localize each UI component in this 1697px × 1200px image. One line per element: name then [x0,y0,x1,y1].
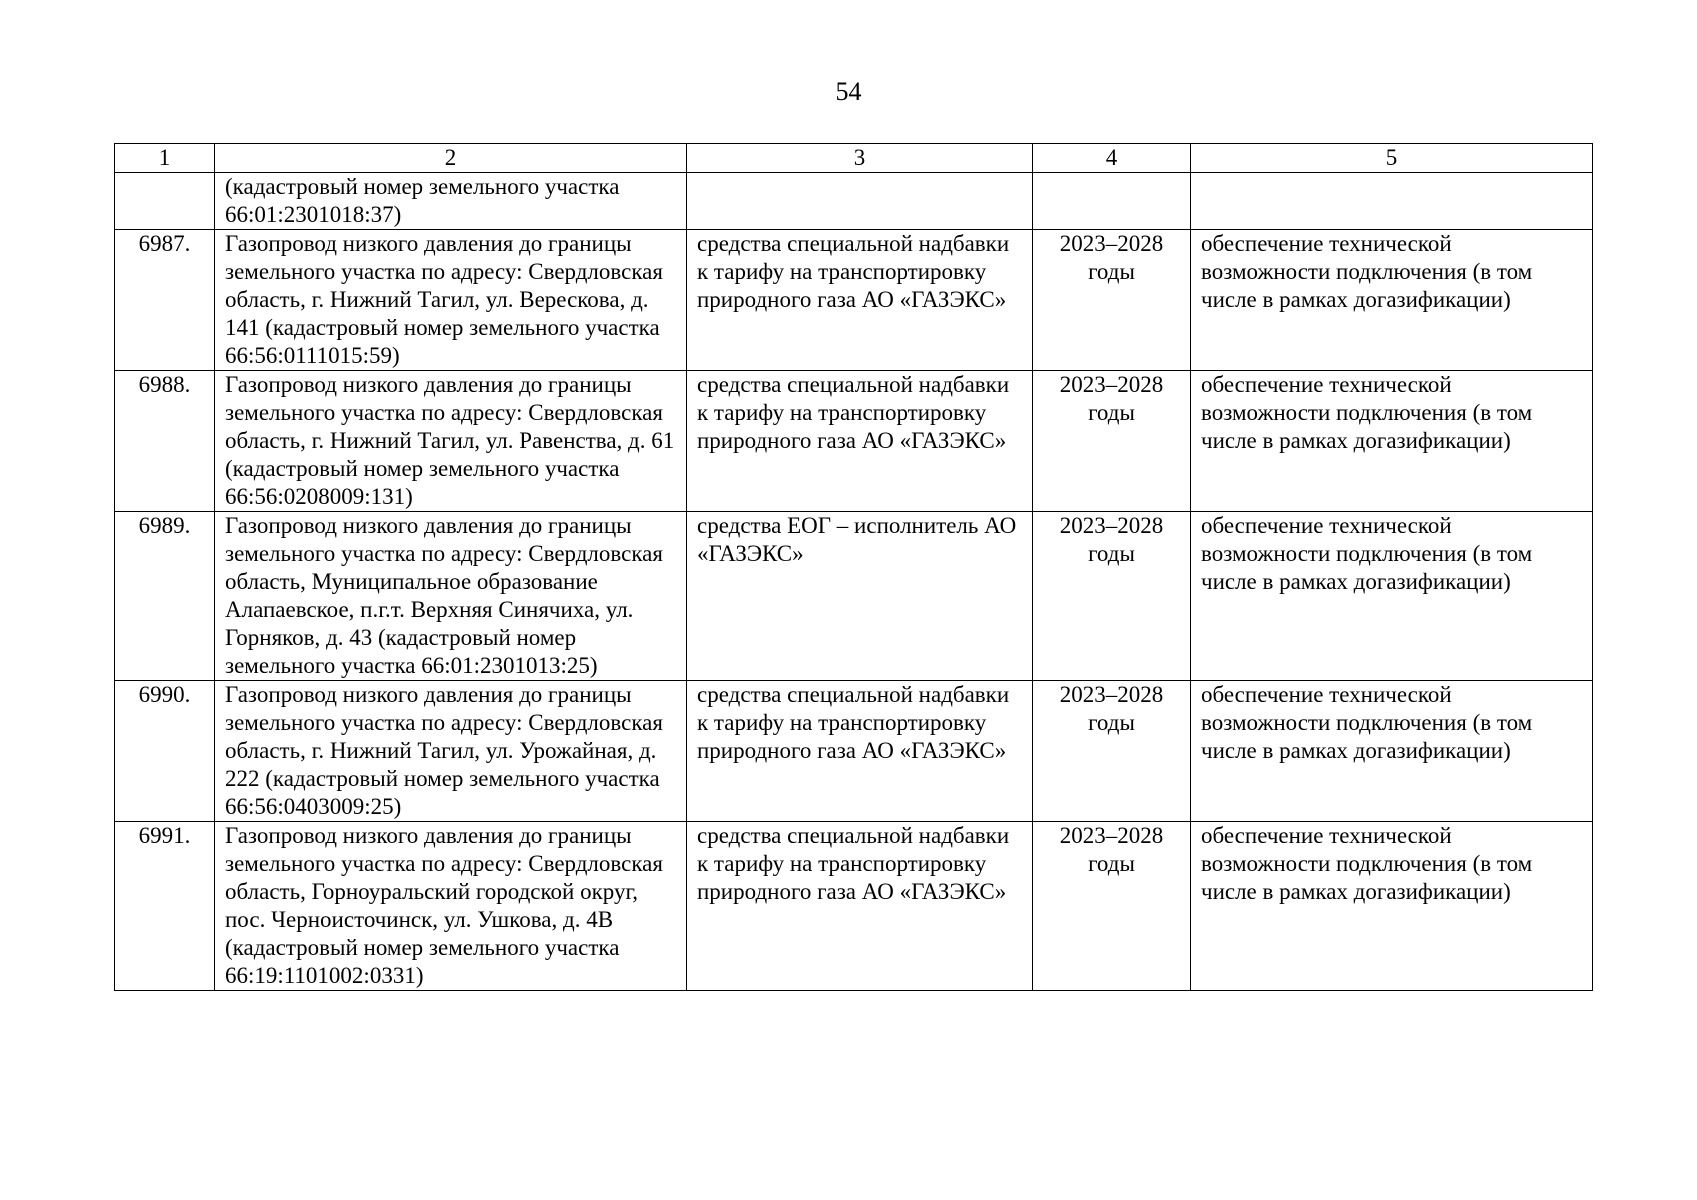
purpose-cell: обеспечение технической возможности подключения (в том числе в рамках догазификации) [1191,230,1593,371]
period-cell [1033,173,1191,230]
funding-source-cell: средства специальной надбавки к тарифу на транспортировку природного газа АО «ГАЗЭКС» [687,371,1033,512]
object-description-cell: Газопровод низкого давления до границы земельного участка по адресу: Свердловская область, г. Нижний Тагил, ул. Урожайная, д. 222 (кадастровый номер земельного участка 66:56:0403009:25) [215,681,687,822]
period-cell: 2023–2028 годы [1033,681,1191,822]
object-description-cell: Газопровод низкого давления до границы земельного участка по адресу: Свердловская область, Горноуральский городской округ, пос. Черноисточинск, ул. Ушкова, д. 4В (кадастровый номер земельного участка 66:19:1101002:0331) [215,822,687,991]
funding-source-cell: средства специальной надбавки к тарифу на транспортировку природного газа АО «ГАЗЭКС» [687,230,1033,371]
row-number-cell [115,173,215,230]
page-number: 54 [835,77,862,106]
purpose-cell: обеспечение технической возможности подключения (в том числе в рамках догазификации) [1191,681,1593,822]
purpose-cell [1191,173,1593,230]
object-description-cell: (кадастровый номер земельного участка 66:01:2301018:37) [215,173,687,230]
purpose-cell: обеспечение технической возможности подключения (в том числе в рамках догазификации) [1191,822,1593,991]
column-header-3: 3 [687,144,1033,173]
table-row [115,681,1593,822]
row-number-cell: 6989. [115,512,215,681]
period-cell: 2023–2028 годы [1033,512,1191,681]
period-cell: 2023–2028 годы [1033,230,1191,371]
investment-program-table [114,143,1593,991]
period-cell: 2023–2028 годы [1033,371,1191,512]
object-description-cell: Газопровод низкого давления до границы земельного участка по адресу: Свердловская область, Муниципальное образование Алапаевское, п.г.т. Верхняя Синячиха, ул. Горняков, д. 43 (кадастровый номер земельного участка 66:01:2301013:25) [215,512,687,681]
column-header-2: 2 [215,144,687,173]
row-number-cell: 6991. [115,822,215,991]
row-number-cell: 6988. [115,371,215,512]
column-header-5: 5 [1191,144,1593,173]
table-row [115,230,1593,371]
funding-source-cell: средства специальной надбавки к тарифу на транспортировку природного газа АО «ГАЗЭКС» [687,681,1033,822]
table-row [115,173,1593,230]
period-cell: 2023–2028 годы [1033,822,1191,991]
object-description-cell: Газопровод низкого давления до границы земельного участка по адресу: Свердловская область, г. Нижний Тагил, ул. Верескова, д. 141 (кадастровый номер земельного участка 66:56:0111015:59) [215,230,687,371]
row-number-cell: 6990. [115,681,215,822]
row-number-cell: 6987. [115,230,215,371]
table-row [115,512,1593,681]
column-header-1: 1 [115,144,215,173]
purpose-cell: обеспечение технической возможности подключения (в том числе в рамках догазификации) [1191,512,1593,681]
object-description-cell: Газопровод низкого давления до границы земельного участка по адресу: Свердловская область, г. Нижний Тагил, ул. Равенства, д. 61 (кадастровый номер земельного участка 66:56:0208009:131) [215,371,687,512]
column-header-4: 4 [1033,144,1191,173]
table-row [115,822,1593,991]
purpose-cell: обеспечение технической возможности подключения (в том числе в рамках догазификации) [1191,371,1593,512]
table-row [115,371,1593,512]
column-number-header-row [115,144,1593,173]
funding-source-cell: средства ЕОГ – исполнитель АО «ГАЗЭКС» [687,512,1033,681]
funding-source-cell: средства специальной надбавки к тарифу на транспортировку природного газа АО «ГАЗЭКС» [687,822,1033,991]
funding-source-cell [687,173,1033,230]
